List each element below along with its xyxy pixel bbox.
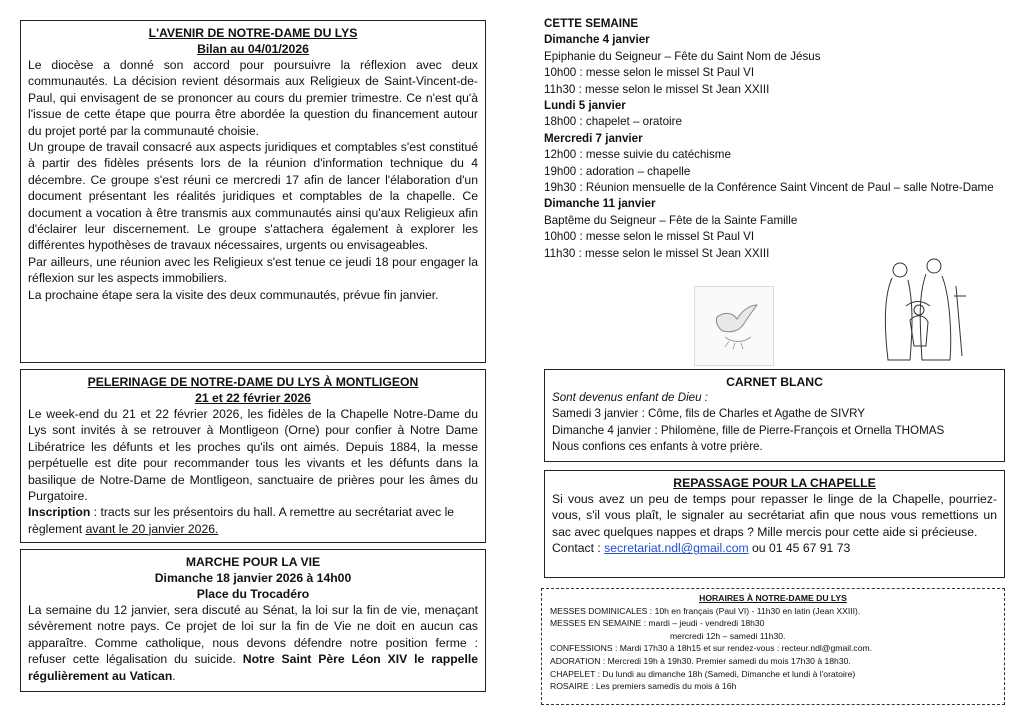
- marche-date: Dimanche 18 janvier 2026 à 14h00: [154, 571, 352, 585]
- avenir-paragraph: La prochaine étape sera la visite des deux communautés, prévue fin janvier.: [28, 287, 439, 302]
- horaires-line: CHAPELET : Du lundi au dimanche 18h (Samedi, Dimanche et lundi à l'oratoire): [550, 668, 856, 679]
- contact-label: Contact :: [552, 541, 605, 556]
- marche-title: MARCHE POUR LA VIE: [185, 555, 321, 569]
- pelerinage-body: [28, 406, 478, 537]
- avenir-body: [28, 57, 478, 303]
- marche-paragraph: [28, 602, 478, 684]
- schedule-item: 10h00 : messe selon le missel St Paul VI: [544, 66, 755, 80]
- inscription-label: Inscription: [28, 505, 91, 520]
- schedule-item: 10h00 : messe selon le missel St Paul VI: [544, 230, 755, 244]
- repassage-text: Si vous avez un peu de temps pour repasser le linge de la Chapelle, pourriez-vous, s'il vous plaît, le signaler au secrétariat afin que nous vous remettions un sac avec quelques nappes et draps ? Mille mercis pour cette aide si précieuse.: [552, 492, 997, 539]
- schedule-day: Dimanche 4 janvier: [544, 33, 650, 47]
- horaires-line: CONFESSIONS : Mardi 17h30 à 18h15 et sur rendez-vous : recteur.ndl@gmail.com.: [550, 643, 873, 654]
- horaires-line: ADORATION : Mercredi 19h à 19h30. Premier samedi du mois 17h30 à 18h30.: [550, 655, 851, 666]
- carnet-line: Dimanche 4 janvier : Philomène, fille de Pierre-François et Ornella THOMAS: [552, 423, 945, 437]
- repassage-body: [552, 491, 997, 557]
- marche-section: [20, 549, 486, 692]
- repassage-section: [544, 470, 1005, 578]
- marche-place: Place du Trocadéro: [196, 587, 310, 601]
- marche-text: La semaine du 12 janvier, sera discuté au Sénat, la loi sur la fin de vie, menaçant sévèrement notre pays. Ce projet de loi sur la fin de Vie ne doit en aucun cas apparaître. Comme catholique, nous devons défendre notre position ferme : refuser cette légalisation du suicide.: [28, 603, 478, 667]
- week-schedule: [544, 16, 1014, 262]
- inscription-deadline: avant le 20 janvier 2026.: [85, 521, 219, 536]
- week-title: CETTE SEMAINE: [544, 17, 639, 30]
- horaires-line: MESSES DOMINICALES : 10h en français (Paul VI) - 11h30 en latin (Jean XXIII).: [550, 605, 861, 616]
- carnet-body: [552, 390, 997, 456]
- repassage-contact: [552, 540, 997, 556]
- marche-text-end: .: [172, 668, 176, 683]
- pelerinage-subtitle: 21 et 22 février 2026: [195, 391, 311, 405]
- schedule-day: Dimanche 11 janvier: [544, 197, 656, 211]
- carnet-line: Nous confions ces enfants à votre prière.: [552, 440, 763, 454]
- inscription-text: : tracts sur les présentoirs du hall. A remettre au secrétariat avec le règlement: [28, 505, 455, 536]
- horaires-line: mercredi 12h – samedi 11h30.: [670, 630, 786, 641]
- schedule-day: Mercredi 7 janvier: [544, 131, 643, 145]
- avenir-paragraph: Par ailleurs, une réunion avec les Religieux s'est tenue ce jeudi 18 pour engager la réflexion sur les aspects immobiliers.: [28, 254, 478, 286]
- carnet-title: CARNET BLANC: [726, 375, 823, 389]
- avenir-title: L'AVENIR DE NOTRE-DAME DU LYS: [148, 26, 358, 40]
- horaires-section: [541, 588, 1005, 705]
- schedule-item: 11h30 : messe selon le missel St Jean XXIII: [544, 82, 770, 96]
- schedule-item: Baptême du Seigneur – Fête de la Sainte Famille: [544, 213, 798, 227]
- pelerinage-section: [20, 369, 486, 543]
- carnet-intro: Sont devenus enfant de Dieu :: [552, 391, 708, 404]
- avenir-subtitle: Bilan au 04/01/2026: [197, 42, 309, 56]
- schedule-item: 18h00 : chapelet – oratoire: [544, 115, 682, 129]
- horaires-line: MESSES EN SEMAINE : mardi – jeudi - vendredi 18h30: [550, 618, 765, 629]
- avenir-section: [20, 20, 486, 363]
- schedule-item: 19h00 : adoration – chapelle: [544, 164, 691, 178]
- carnet-line: Samedi 3 janvier : Côme, fils de Charles et Agathe de SIVRY: [552, 407, 865, 421]
- avenir-paragraph: Un groupe de travail consacré aux aspects juridiques et comptables s'est constitué à partir des fidèles présents lors de la réunion d'information technique du 4 décembre. Ce groupe s'est réuni ce mercredi 17 afin de lancer l'élaboration d'un document présentant les réalités juridiques et comptables de la chapelle. Ce document a vocation à être transmis aux communautés ainsi qu'aux Religieux afin d'éclairer leur discernement. Le groupe s'attachera également à explorer les différentes hypothèses de travaux nécessaires, urgents ou envisageables.: [28, 140, 478, 253]
- schedule-item: 12h00 : messe suivie du catéchisme: [544, 148, 731, 162]
- horaires-line: ROSAIRE : Les premiers samedis du mois à 16h: [550, 681, 737, 692]
- pelerinage-title: PELERINAGE DE NOTRE-DAME DU LYS À MONTLIGEON: [87, 375, 419, 389]
- marche-text-bold: Notre Saint Père Léon XIV le rappelle régulièrement au Vatican: [28, 652, 478, 683]
- schedule-item: 19h30 : Réunion mensuelle de la Conférence Saint Vincent de Paul – salle Notre-Dame: [544, 181, 994, 195]
- holy-family-illustration: [870, 256, 970, 366]
- pelerinage-inscription: [28, 504, 478, 537]
- schedule-item: Epiphanie du Seigneur – Fête du Saint Nom de Jésus: [544, 49, 821, 63]
- avenir-paragraph: Le diocèse a donné son accord pour poursuivre la réflexion avec deux communautés. La décision revient désormais aux Religieux de Saint-Vincent-de-Paul, qui envisagent de se prononcer au cours du premier trimestre. Ce n'est qu'à l'issue de cette étape que pourra être abordée la question du financement autour du projet porté par la communauté choisie.: [28, 58, 478, 138]
- horaires-title: HORAIRES À NOTRE-DAME DU LYS: [699, 593, 847, 603]
- schedule-day: Lundi 5 janvier: [544, 99, 626, 113]
- marche-body: [28, 602, 478, 684]
- carnet-section: [544, 369, 1005, 462]
- contact-phone: ou 01 45 67 91 73: [748, 541, 851, 556]
- email-link[interactable]: secretariat.ndl@gmail.com: [604, 541, 749, 556]
- repassage-title: REPASSAGE POUR LA CHAPELLE: [673, 476, 876, 490]
- schedule-item: 11h30 : messe selon le missel St Jean XXIII: [544, 246, 770, 260]
- pelerinage-paragraph: Le week-end du 21 et 22 février 2026, les fidèles de la Chapelle Notre-Dame du Lys sont invités à se retrouver à Montligeon (Orne) pour confier à Notre Dame Libératrice les défunts et les proches qu'ils ont aimés. Depuis 1884, la messe perpétuelle est dite pour recommander tous les vivants et les défunts dans la basilique de Notre-Dame de Montligeon, sanctuaire de prières pour les âmes du Purgatoire.: [28, 407, 478, 504]
- dove-icon: [694, 286, 774, 366]
